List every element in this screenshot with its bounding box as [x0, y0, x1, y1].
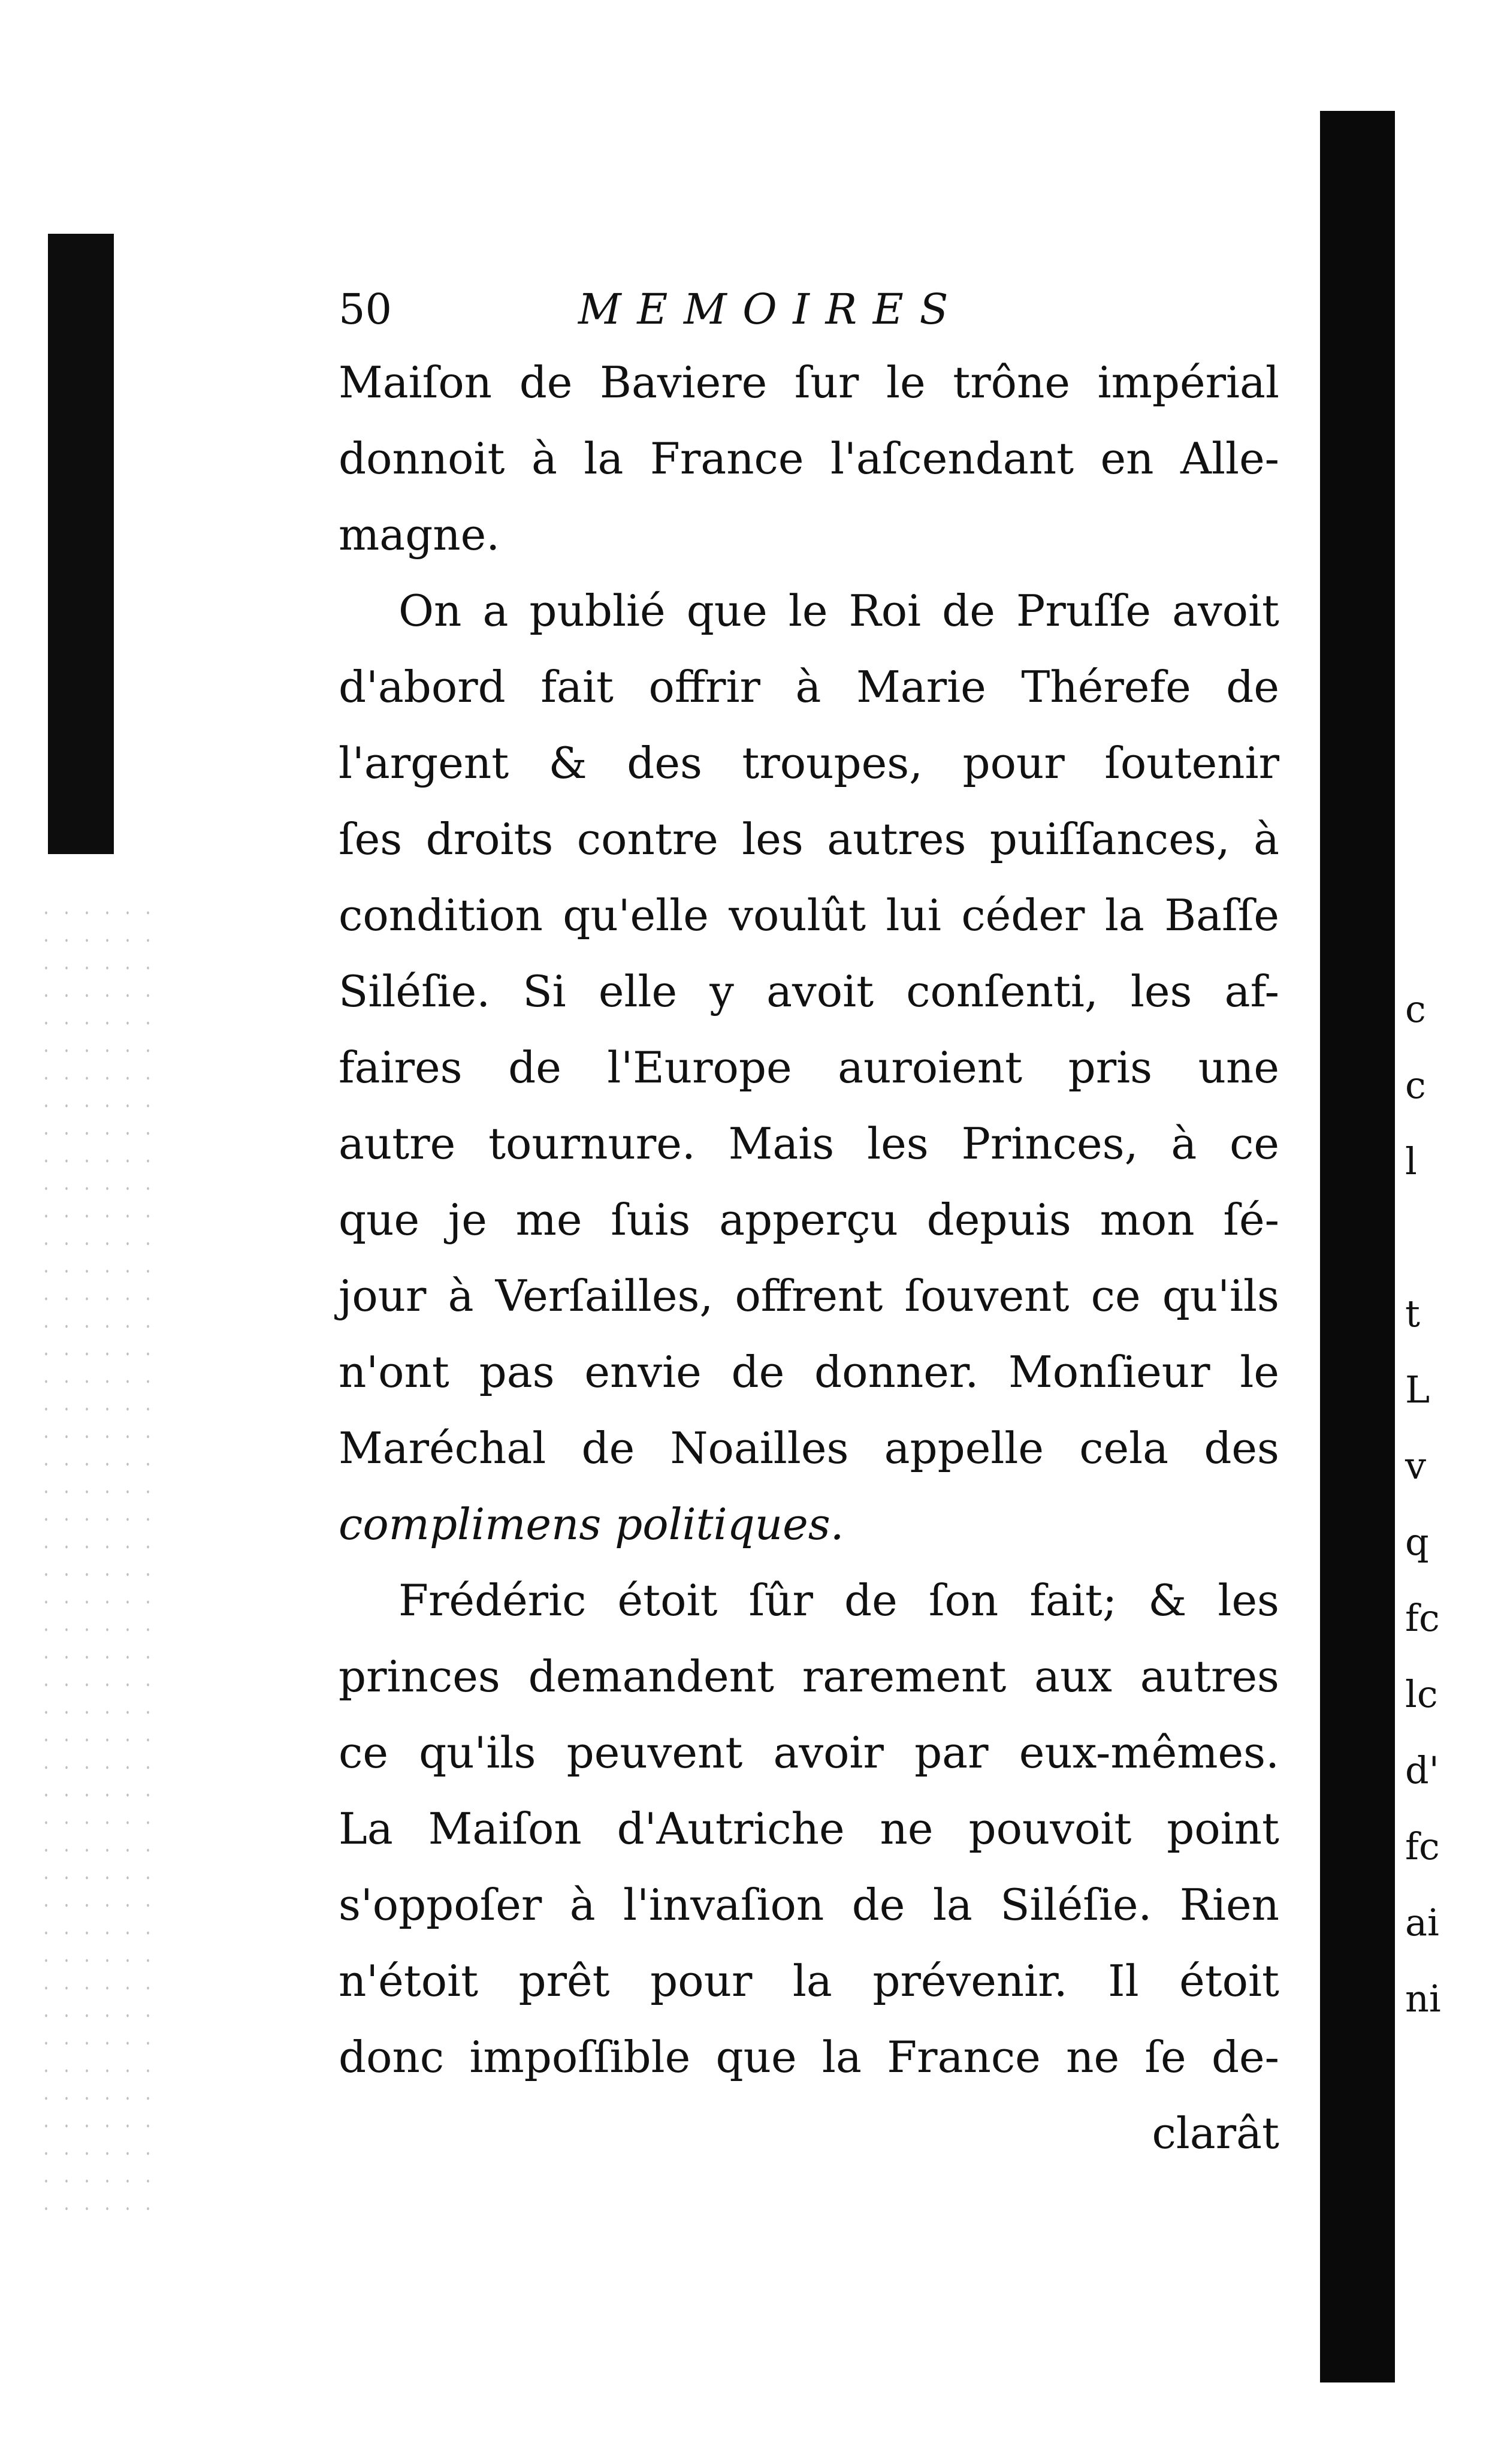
text-line: condition qu'elle voulût lui céder la Baſſe: [339, 890, 1279, 940]
margin-fragment: [1405, 1199, 1486, 1275]
margin-fragment: q: [1405, 1520, 1429, 1564]
text-line: ce qu'ils peuvent avoir par eux-mêmes.: [339, 1727, 1279, 1778]
margin-fragment: L: [1405, 1368, 1430, 1412]
text-line: Maréchal de Noailles appelle cela des: [339, 1423, 1279, 1473]
margin-fragment: ni: [1405, 1977, 1441, 2020]
margin-fragment: t: [1405, 1292, 1420, 1335]
catchword: clarât: [1152, 2108, 1279, 2158]
text-line: l'argent & des troupes, pour ſoutenir: [339, 738, 1279, 788]
text-line: n'étoit prêt pour la prévenir. Il étoit: [339, 1956, 1279, 2006]
text-line: On a publié que le Roi de Pruſſe avoit: [398, 586, 1279, 636]
margin-fragment: fc: [1405, 1596, 1440, 1640]
text-line: Maiſon de Baviere ſur le trône impérial: [339, 357, 1279, 408]
adjacent-page-fragments: [1405, 971, 1486, 2037]
text-line: complimens politiques.: [339, 1499, 844, 1549]
text-line: La Maiſon d'Autriche ne pouvoit point: [339, 1803, 1279, 1854]
text-line: donnoit à la France l'aſcendant en Alle-: [339, 433, 1279, 484]
margin-fragment: c: [1405, 987, 1426, 1031]
page-number: 50: [339, 285, 392, 334]
text-line: Siléſie. Si elle y avoit conſenti, les af-: [339, 966, 1279, 1017]
text-line: autre tournure. Mais les Princes, à ce: [339, 1118, 1279, 1169]
margin-fragment: ai: [1405, 1901, 1439, 1944]
text-line: ſes droits contre les autres puiſſances, à: [339, 814, 1279, 864]
text-line: jour à Verſailles, offrent ſouvent ce qu'ils: [339, 1271, 1279, 1321]
margin-fragment: fc: [1405, 1824, 1440, 1868]
text-line: donc impoſſible que la France ne ſe de-: [339, 2032, 1279, 2082]
text-line: magne.: [339, 509, 500, 560]
margin-fragment: l: [1405, 1139, 1417, 1183]
text-line: princes demandent rarement aux autres: [339, 1651, 1279, 1702]
margin-fragment: v: [1405, 1444, 1427, 1488]
left-page-edge: [48, 234, 114, 854]
running-title: MEMOIRES: [578, 285, 965, 334]
page-header: [339, 273, 1279, 345]
text-line: faires de l'Europe auroient pris une: [339, 1042, 1279, 1093]
text-line: que je me ſuis apperçu depuis mon ſé-: [339, 1195, 1279, 1245]
margin-fragment: lc: [1405, 1672, 1438, 1716]
text-line: d'abord fait offrir à Marie Thérefe de: [339, 662, 1279, 712]
text-line: s'oppoſer à l'invaſion de la Siléſie. Rien: [339, 1880, 1279, 1930]
text-line: n'ont pas envie de donner. Monſieur le: [339, 1347, 1279, 1397]
text-line: Frédéric étoit ſûr de ſon fait; & les: [398, 1575, 1279, 1625]
margin-fragment: d': [1405, 1748, 1439, 1792]
left-margin-specks: [36, 899, 156, 2218]
margin-fragment: c: [1405, 1063, 1426, 1107]
right-page-edge: [1320, 111, 1395, 2382]
page-body: [339, 273, 1279, 2172]
